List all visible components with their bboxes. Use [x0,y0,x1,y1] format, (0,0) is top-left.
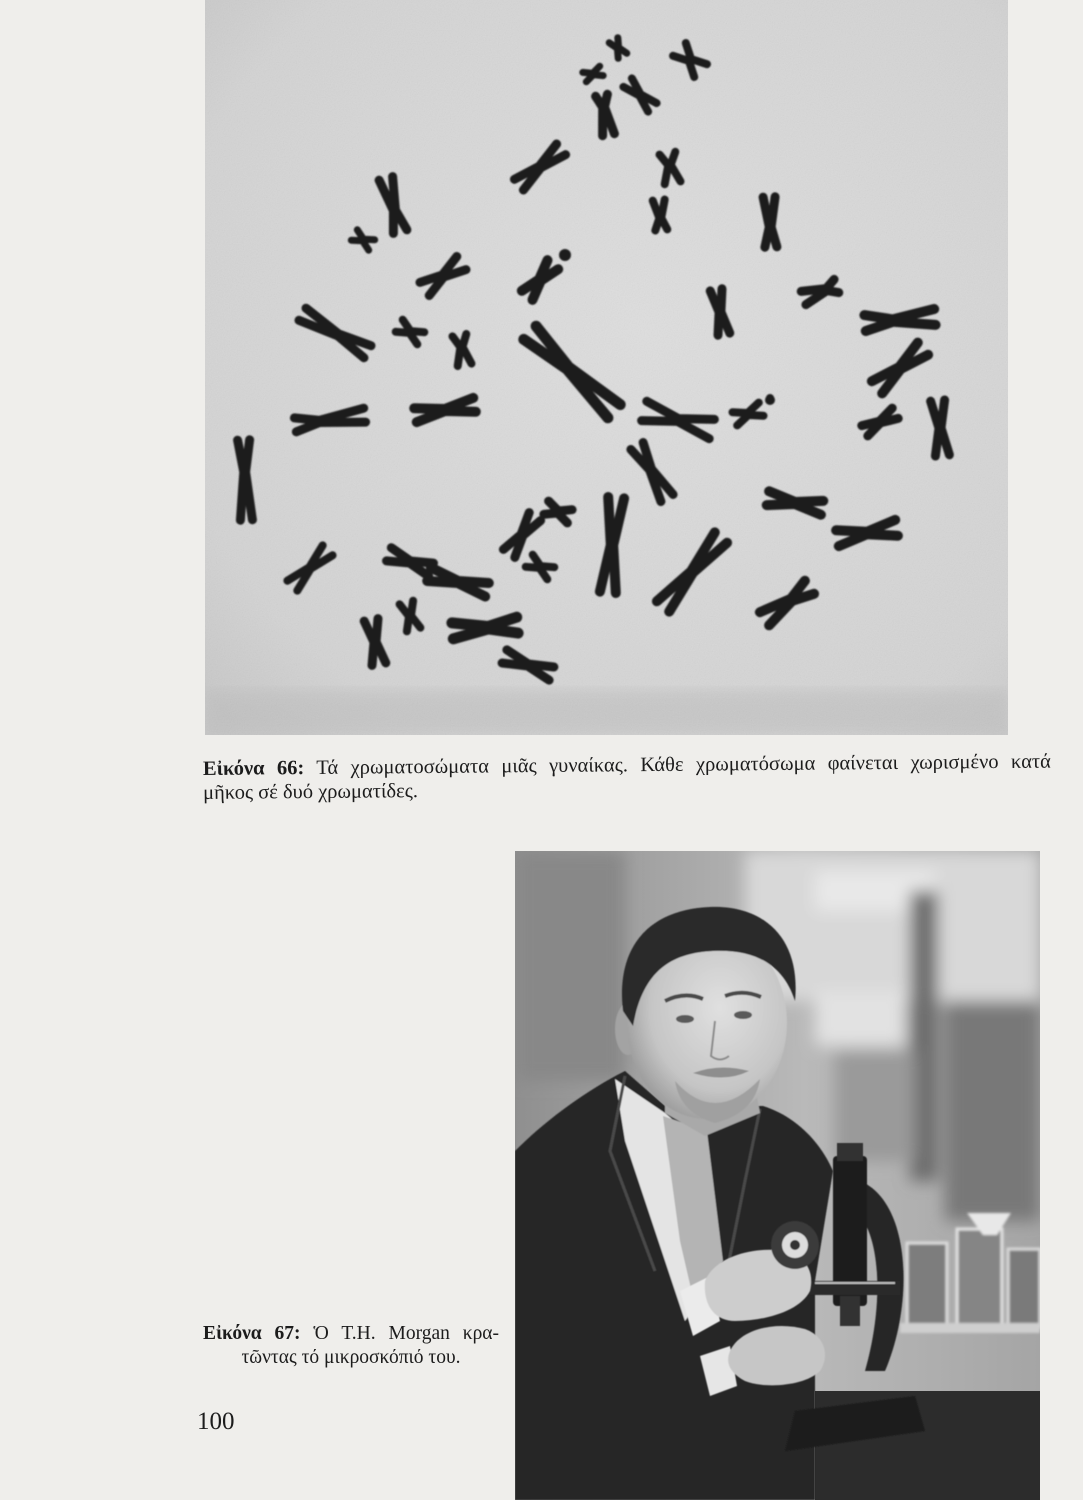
lamp-shade [815,991,905,1046]
microscope-objective [840,1296,860,1326]
microscope-eyepiece [837,1143,863,1161]
eye [676,1015,694,1023]
shelf-shadow [945,1001,1040,1221]
glass-jar [957,1229,1002,1325]
chromosome-fragment [559,249,571,261]
glass-jar [1008,1249,1040,1327]
figure-66-label: Εἰκόνα 66: [202,757,305,781]
chromatid [771,197,777,247]
figure-66-caption-text-2: μῆκος σέ δυό χρωματίδες. [203,780,419,804]
bench-edge [900,1323,1040,1333]
figure-67-label: Εἰκόνα 67: [203,1323,301,1344]
figure-67-morgan-photograph [515,851,1040,1500]
eye [734,1011,752,1019]
glass-jar [907,1243,947,1325]
chromosome [763,197,777,247]
chromosome [653,200,668,231]
page-number: 100 [197,1408,235,1435]
chromosome-fragment [766,394,774,402]
figure-67-caption-text-1: Ὁ Τ.Η. Morgan κρα- [313,1323,500,1344]
chromosome [238,440,253,520]
figure-66-chromosome-micrograph [205,0,1008,735]
focus-knob-center [790,1240,800,1250]
figure-67-caption [203,1322,499,1370]
figure-67-caption-text-2: τῶντας τό μικροσκόπιό του. [241,1347,461,1368]
wall-shadow [515,851,625,1081]
figure-66-caption [203,750,1051,805]
figure-67-caption-first-line [203,1322,499,1346]
figure-66-caption-text-1: Τά χρωματοσώματα μιᾶς γυναίκας. Κάθε χρωματόσωμα φαίνεται χωρισμένο κατά [316,750,1051,780]
